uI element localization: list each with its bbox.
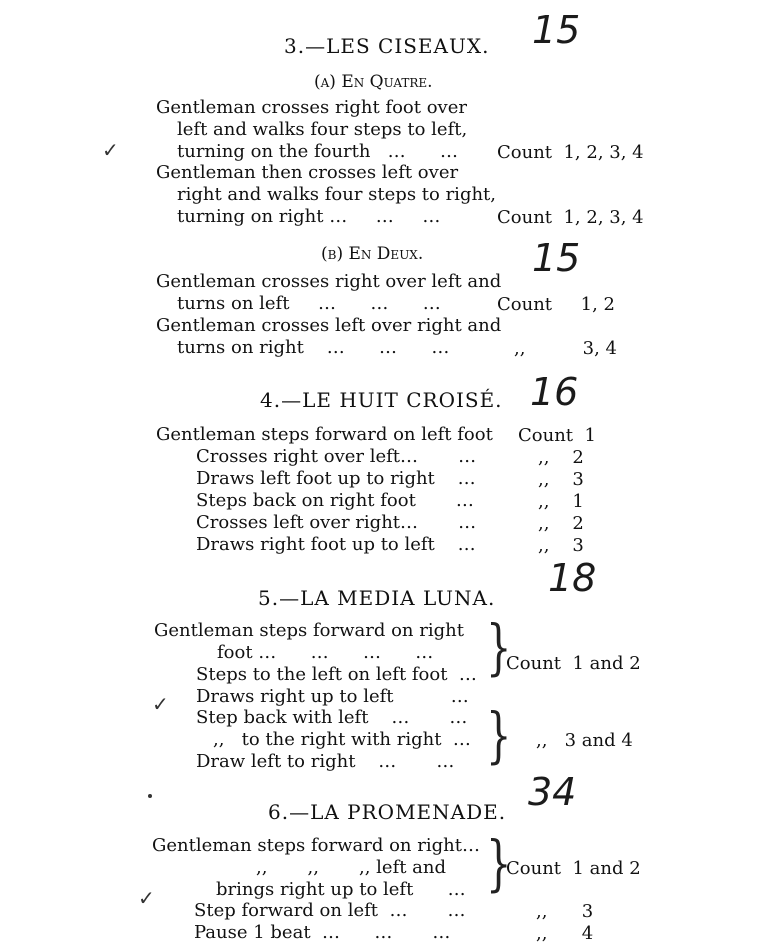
count-label: ,, 3, 4: [514, 338, 618, 359]
text-line: Gentleman then crosses left over: [156, 162, 459, 183]
text-line: turns on left … … …: [177, 293, 441, 314]
handwritten-note-15b: 15: [532, 236, 581, 280]
text-line: Steps to the left on left foot …: [196, 664, 477, 685]
count-label: Count 1: [518, 425, 596, 446]
subsection-b-title: (b) En Deux.: [321, 244, 424, 264]
text-line: Gentleman crosses right over left and: [156, 271, 502, 292]
text-line: ,, to the right with right …: [213, 729, 471, 750]
text-line: Crosses right over left… …: [196, 446, 477, 467]
count-label: Count 1, 2, 3, 4: [497, 142, 644, 163]
text-line: Gentleman crosses left over right and: [156, 315, 502, 336]
handwritten-note-34: 34: [528, 770, 577, 814]
count-label: ,, 2: [538, 513, 584, 534]
brace-icon: }: [486, 829, 512, 899]
count-label: ,, 3: [538, 535, 584, 556]
count-label: Count 1, 2, 3, 4: [497, 207, 644, 228]
text-line: Step forward on left … …: [194, 900, 466, 921]
text-line: left and walks four steps to left,: [177, 119, 468, 140]
text-line: Draws left foot up to right …: [196, 468, 476, 489]
text-line: Gentleman steps forward on left foot: [156, 424, 493, 445]
handwritten-note-16: 16: [530, 370, 579, 414]
count-label: ,, 3 and 4: [536, 730, 633, 751]
text-line: brings right up to left …: [216, 879, 466, 900]
text-line: Gentleman steps forward on right: [154, 620, 464, 641]
text-line: turning on the fourth … …: [177, 141, 458, 162]
text-line: foot … … … …: [217, 642, 434, 663]
text-line: turns on right … … …: [177, 337, 450, 358]
brace-icon: }: [486, 613, 512, 683]
count-label: Count 1, 2: [497, 294, 615, 315]
section-3-title: 3.—LES CISEAUX.: [284, 34, 490, 58]
text-line: turning on right … … …: [177, 206, 441, 227]
text-line: Step back with left … …: [196, 707, 468, 728]
count-label: Count 1 and 2: [506, 858, 641, 879]
count-label: ,, 3: [536, 901, 594, 922]
section-4-title: 4.—LE HUIT CROISÉ.: [260, 388, 503, 412]
text-line: Gentleman steps forward on right…: [152, 835, 480, 856]
count-label: ,, 1: [538, 491, 584, 512]
handwritten-note-18: 18: [548, 556, 597, 600]
text-line: Draws right up to left …: [196, 686, 469, 707]
text-line: Draw left to right … …: [196, 751, 455, 772]
count-label: ,, 4: [536, 923, 594, 944]
check-mark-icon: ✓: [102, 138, 119, 162]
brace-icon: }: [486, 701, 512, 771]
text-line: right and walks four steps to right,: [177, 184, 497, 205]
text-line: Steps back on right foot …: [196, 490, 474, 511]
text-line: Draws right foot up to left …: [196, 534, 476, 555]
count-label: ,, 3: [538, 469, 584, 490]
text-line: Crosses left over right… …: [196, 512, 477, 533]
text-line: ,, ,, ,, left and: [256, 857, 447, 878]
text-line: Gentleman crosses right foot over: [156, 97, 467, 118]
ink-dot: [148, 794, 152, 798]
subsection-a-title: (a) En Quatre.: [314, 72, 433, 92]
count-label: ,, 2: [538, 447, 584, 468]
section-6-title: 6.—LA PROMENADE.: [268, 800, 507, 824]
check-mark-icon: ✓: [152, 692, 169, 716]
text-line: Pause 1 beat … … …: [194, 922, 451, 943]
check-mark-icon: ✓: [138, 886, 155, 910]
count-label: Count 1 and 2: [506, 653, 641, 674]
section-5-title: 5.—LA MEDIA LUNA.: [258, 586, 496, 610]
handwritten-note-15: 15: [532, 8, 581, 52]
